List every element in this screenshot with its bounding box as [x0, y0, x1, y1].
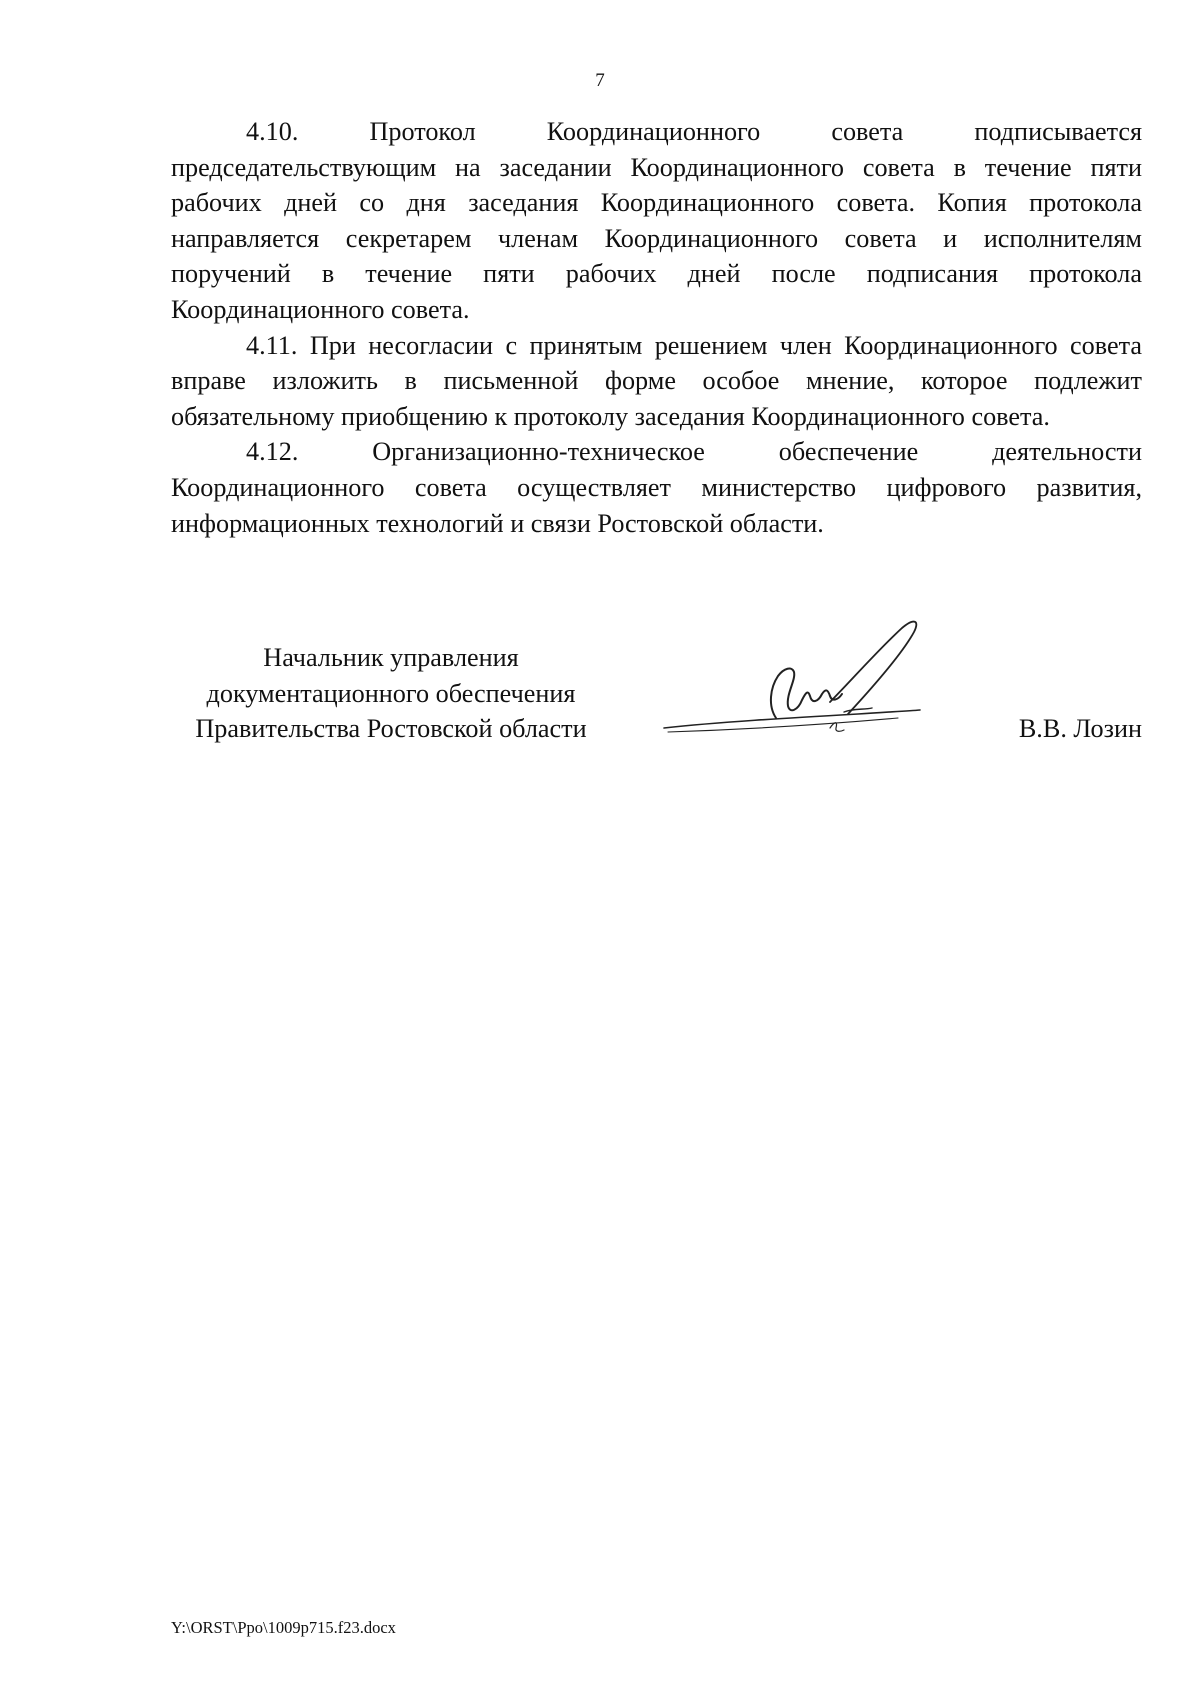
signer-name: В.В. Лозин: [1018, 714, 1142, 743]
signer-title-line: Правительства Ростовской области: [195, 714, 587, 744]
file-path-footer: Y:\ORST\Ppo\1009p715.f23.docx: [171, 1618, 396, 1637]
paragraph-4-11: 4.11. При несогласии с принятым решением член Координационного совета вправе изложить в письменной форме особое мнение, которое подлежит обязательному приобщению к протоколу заседания Координационного совета.: [171, 330, 1142, 431]
page-number: 7: [595, 70, 605, 91]
handwritten-signature: [658, 610, 938, 760]
paragraph-4-10: 4.10. Протокол Координационного совета подписывается председательствующим на заседании Координационного совета в течение пяти рабочих дней со дня заседания Координационного совета. Копия протокола направляется секретарем членам Координационного совета и исполнителям поручений в течение пяти рабочих дней после подписания протокола Координационного совета.: [171, 117, 1142, 324]
signature-block: [171, 640, 1142, 760]
document-body: [171, 114, 1142, 541]
signer-title-line: Начальник управления: [263, 643, 519, 672]
paragraph-4-12: 4.12. Организационно-техническое обеспечение деятельности Координационного совета осуществляет министерство цифрового развития, информационных технологий и связи Ростовской области.: [171, 437, 1142, 538]
signer-title: [171, 640, 611, 747]
signer-title-line: документационного обеспечения: [206, 678, 576, 708]
